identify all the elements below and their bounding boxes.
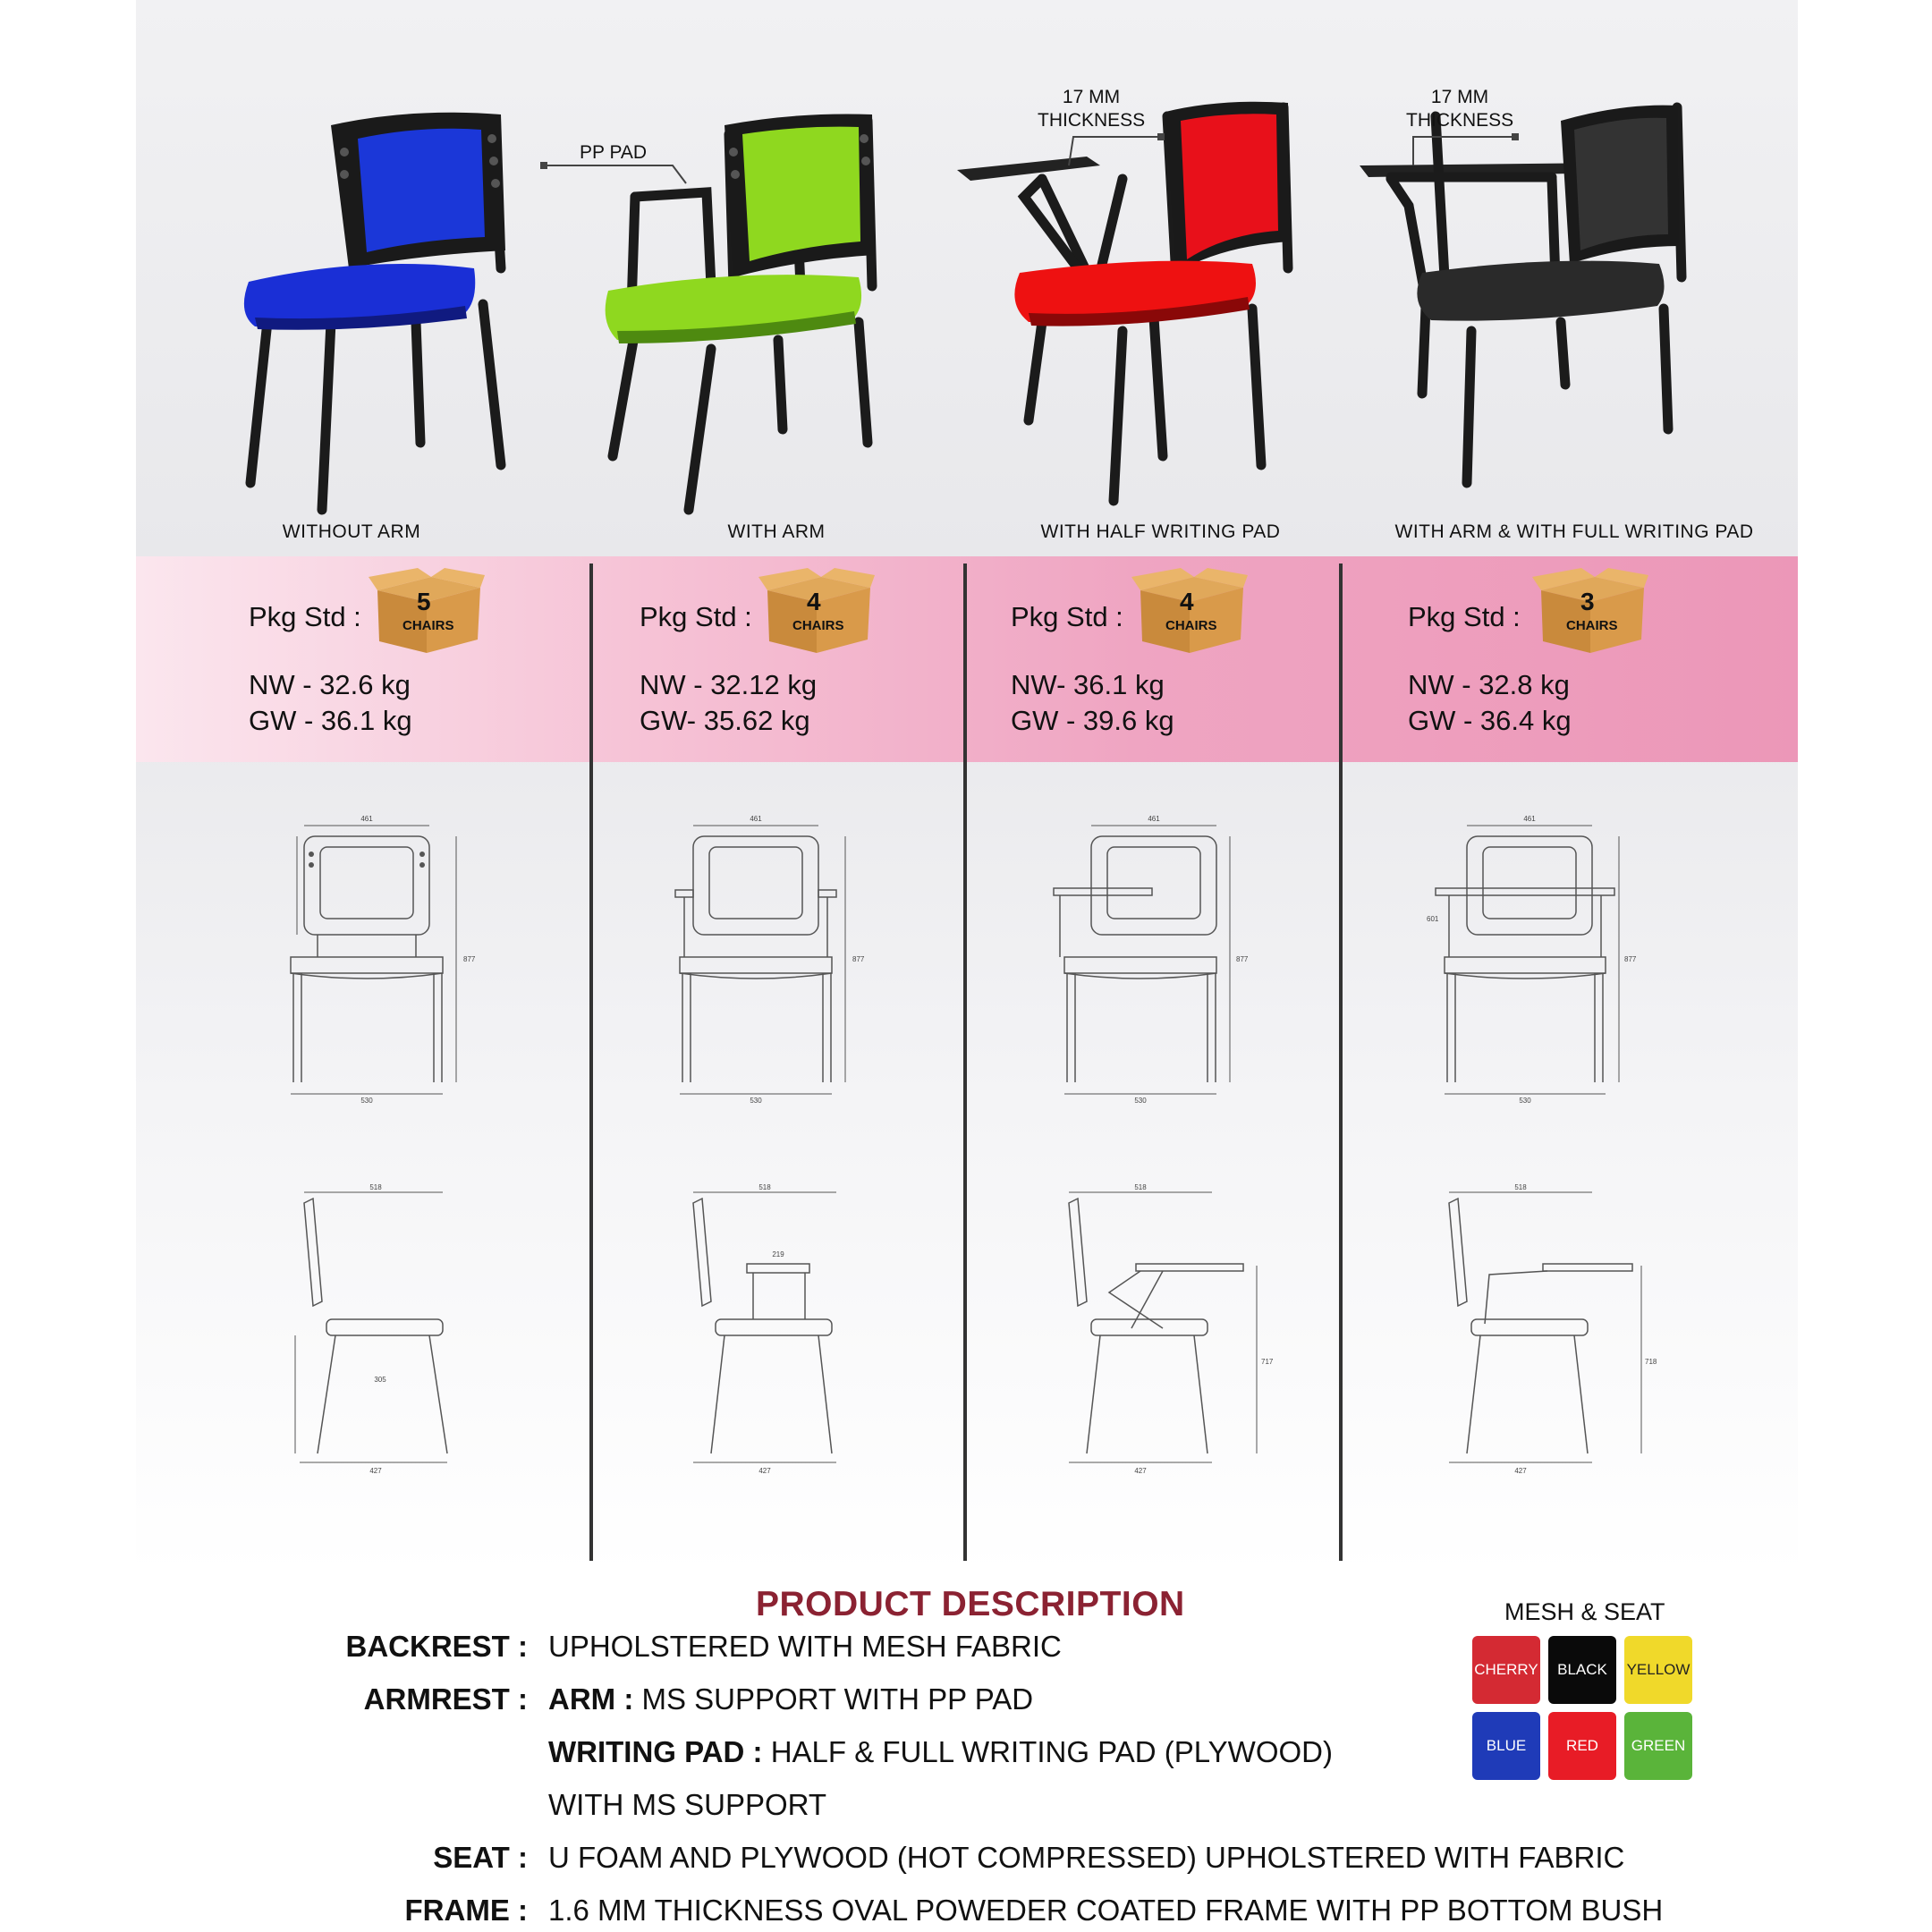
- dim-base: 530: [750, 1097, 762, 1105]
- spec-value-frame: 1.6 MM THICKNESS OVAL POWEDER COATED FRAME WITH PP BOTTOM BUSH: [548, 1894, 1664, 1927]
- column-title: WITH ARM: [727, 521, 826, 542]
- spec-label-backrest: BACKREST :: [345, 1630, 528, 1663]
- spec-value-arm: [548, 1682, 1033, 1716]
- dim-base: 530: [360, 1097, 373, 1105]
- net-weight: NW - 32.12 kg: [640, 669, 818, 700]
- dim-width: 461: [360, 815, 373, 823]
- dim-base: 427: [1134, 1467, 1147, 1475]
- product-description-title: PRODUCT DESCRIPTION: [756, 1585, 1185, 1623]
- pkg-count: 4: [807, 588, 821, 615]
- column-title: WITH HALF WRITING PAD: [1040, 521, 1281, 542]
- pkg-count: 4: [1180, 588, 1194, 615]
- pkg-std-label: Pkg Std :: [1011, 601, 1123, 632]
- side-drawing-half-pad: [1055, 1183, 1274, 1480]
- carton-box-icon: [1532, 568, 1648, 657]
- dim-leg: 305: [374, 1376, 386, 1384]
- weight-info: [640, 667, 817, 739]
- dim-pad-height: 717: [1261, 1358, 1274, 1366]
- spec-label-seat: SEAT :: [433, 1841, 528, 1874]
- pkg-std-label: Pkg Std :: [1408, 601, 1521, 632]
- net-weight: NW - 32.6 kg: [249, 669, 411, 700]
- spec-text: MS SUPPORT WITH PP PAD: [633, 1682, 1034, 1716]
- swatch-red: RED: [1548, 1712, 1616, 1780]
- dim-width: 461: [1148, 815, 1160, 823]
- full-pad-leader-line: [1404, 130, 1530, 170]
- dim-base: 530: [1519, 1097, 1531, 1105]
- side-drawing-full-pad: [1436, 1183, 1657, 1480]
- mesh-seat-title: MESH & SEAT: [1504, 1598, 1665, 1625]
- full-pad-thickness-callout: [1406, 86, 1513, 132]
- gross-weight: GW - 39.6 kg: [1011, 705, 1174, 736]
- spec-sub-arm: ARM :: [548, 1682, 634, 1716]
- pkg-std-label: Pkg Std :: [640, 601, 752, 632]
- pp-pad-leader-line: [538, 157, 691, 188]
- dim-width: 461: [750, 815, 762, 823]
- spec-value-backrest: UPHOLSTERED WITH MESH FABRIC: [548, 1630, 1062, 1663]
- dim-width: 461: [1523, 815, 1536, 823]
- dim-height: 877: [463, 955, 476, 963]
- thickness-label: THICKNESS: [1406, 110, 1514, 131]
- gross-weight: GW - 36.1 kg: [249, 705, 412, 736]
- weight-info: [1408, 667, 1572, 739]
- carton-box-icon: [1131, 568, 1248, 657]
- pkg-count: 3: [1580, 588, 1595, 615]
- swatch-blue: BLUE: [1472, 1712, 1540, 1780]
- dim-arm: 219: [772, 1250, 784, 1258]
- weight-info: [1011, 667, 1174, 739]
- pkg-std-label: Pkg Std :: [249, 601, 361, 632]
- column-divider: [963, 564, 967, 1561]
- column-title: WITH ARM & WITH FULL WRITING PAD: [1394, 521, 1754, 542]
- dim-base: 427: [758, 1467, 771, 1475]
- spec-value-ms-support: WITH MS SUPPORT: [548, 1788, 827, 1821]
- dim-base: 427: [369, 1467, 382, 1475]
- half-pad-leader-line: [1064, 130, 1172, 170]
- dim-height: 877: [1236, 955, 1249, 963]
- dim-base: 530: [1134, 1097, 1147, 1105]
- side-drawing-without-arm: [286, 1185, 492, 1480]
- pkg-unit: CHAIRS: [1566, 618, 1618, 633]
- front-drawing-with-arm: [666, 809, 872, 1105]
- net-weight: NW- 36.1 kg: [1011, 669, 1165, 700]
- chair-without-arm-image: [233, 98, 528, 519]
- gross-weight: GW- 35.62 kg: [640, 705, 810, 736]
- pkg-unit: CHAIRS: [792, 618, 844, 633]
- spec-label-frame: FRAME :: [404, 1894, 528, 1927]
- spec-value-writing-pad: [548, 1735, 1333, 1769]
- dim-pad: 601: [1427, 915, 1439, 923]
- pkg-count: 5: [417, 588, 431, 615]
- net-weight: NW - 32.8 kg: [1408, 669, 1570, 700]
- column-divider: [1339, 564, 1343, 1561]
- front-drawing-half-pad: [1038, 809, 1252, 1105]
- weight-info: [249, 667, 412, 739]
- dim-base: 427: [1514, 1467, 1527, 1475]
- dim-depth: 518: [1134, 1183, 1147, 1191]
- pkg-unit: CHAIRS: [402, 618, 454, 633]
- front-drawing-without-arm: [277, 809, 483, 1105]
- column-divider: [589, 564, 593, 1561]
- swatch-cherry: CHERRY: [1472, 1636, 1540, 1704]
- carton-box-icon: [758, 568, 875, 657]
- pkg-unit: CHAIRS: [1165, 618, 1217, 633]
- swatch-black: BLACK: [1548, 1636, 1616, 1704]
- dim-depth: 518: [758, 1183, 771, 1191]
- carton-box-icon: [369, 568, 485, 657]
- column-title: WITHOUT ARM: [282, 521, 421, 542]
- spec-text: HALF & FULL WRITING PAD (PLYWOOD): [762, 1735, 1333, 1768]
- side-drawing-with-arm: [680, 1185, 886, 1480]
- front-drawing-full-pad: [1422, 809, 1637, 1105]
- dim-depth: 518: [1514, 1183, 1527, 1191]
- swatch-green: GREEN: [1624, 1712, 1692, 1780]
- thickness-label: THICKNESS: [1038, 110, 1146, 131]
- thickness-value: 17 MM: [1062, 87, 1121, 107]
- gross-weight: GW - 36.4 kg: [1408, 705, 1572, 736]
- spec-value-seat: U FOAM AND PLYWOOD (HOT COMPRESSED) UPHOLSTERED WITH FABRIC: [548, 1841, 1625, 1874]
- thickness-value: 17 MM: [1430, 87, 1489, 107]
- swatch-yellow: YELLOW: [1624, 1636, 1692, 1704]
- half-pad-thickness-callout: [1038, 86, 1145, 132]
- dim-pad-height: 718: [1645, 1358, 1657, 1366]
- dim-depth: 518: [369, 1183, 382, 1191]
- dim-height: 877: [852, 955, 865, 963]
- dim-height: 877: [1624, 955, 1637, 963]
- spec-sub-writing-pad: WRITING PAD :: [548, 1735, 763, 1768]
- spec-label-armrest: ARMREST :: [363, 1682, 528, 1716]
- pp-pad-callout: PP PAD: [580, 142, 648, 163]
